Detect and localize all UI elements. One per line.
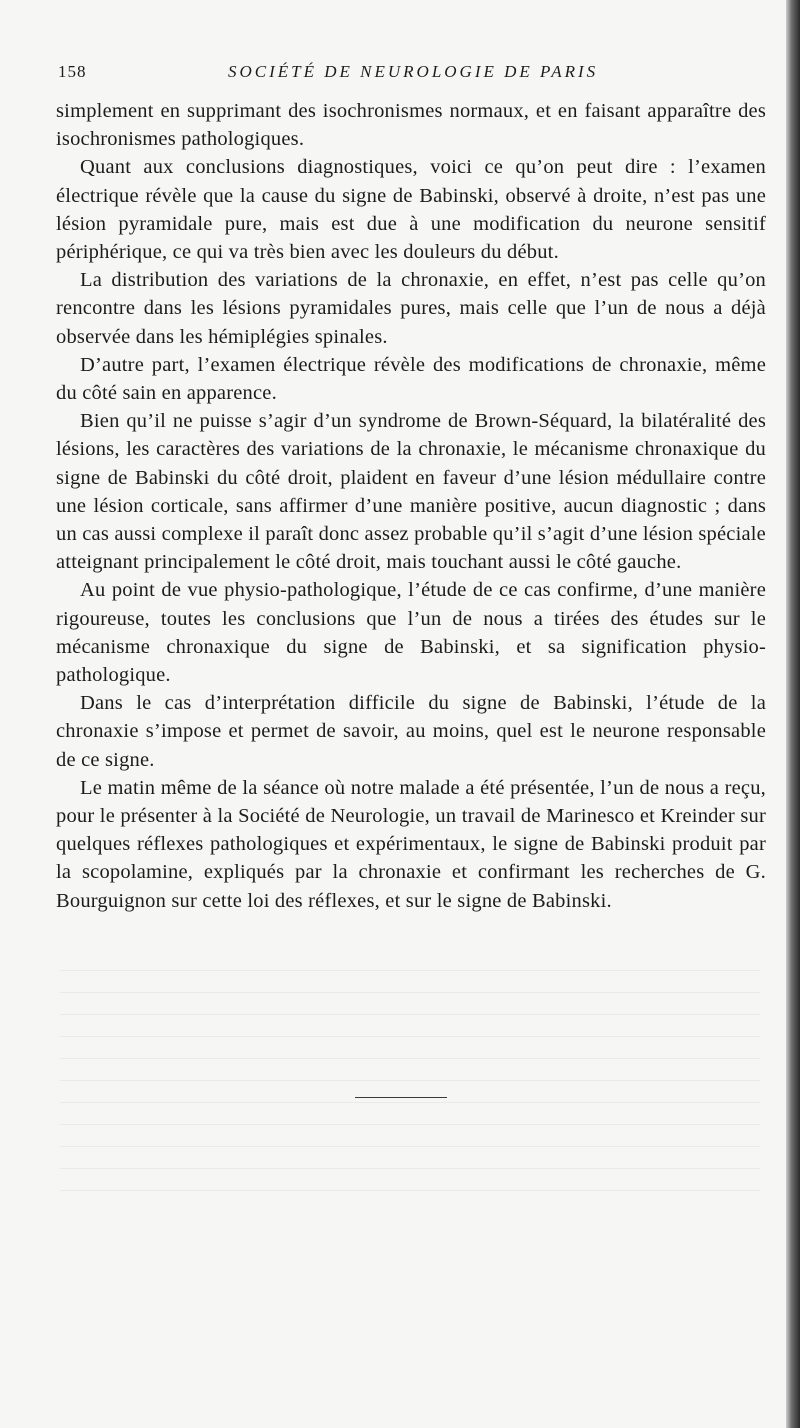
show-through-bleed bbox=[60, 970, 760, 1200]
running-head: SOCIÉTÉ DE NEUROLOGIE DE PARIS bbox=[228, 62, 599, 81]
paragraph-6: Au point de vue physio-pathologique, l’étude de ce cas confirme, d’une manière rigoureuse, toutes les conclusions que l’un de nous a tirées des études sur le mécanisme chronaxique du signe de Babinski, et sa signification physio-pathologique. bbox=[56, 579, 766, 687]
page-edge-shadow bbox=[786, 0, 800, 1428]
paragraph-1: simplement en supprimant des isochronismes normaux, et en faisant apparaître des isochronismes pathologiques. bbox=[56, 100, 766, 151]
paragraph-8: Le matin même de la séance où notre malade a été présentée, l’un de nous a reçu, pour le présenter à la Société de Neurologie, un travail de Marinesco et Kreinder sur quelques réflexes pathologiques et expérimentaux, le signe de Babinski produit par la scopolamine, expliqués par la chronaxie et confirmant les recherches de G. Bourguignon sur cette loi des réflexes, et sur le signe de Babinski. bbox=[56, 776, 766, 912]
page-header bbox=[58, 62, 758, 86]
paragraph-7: Dans le cas d’interprétation difficile du signe de Babinski, l’étude de la chronaxie s’impose et permet de savoir, au moins, quel est le neurone responsable de ce signe. bbox=[56, 692, 766, 771]
page-number: 158 bbox=[58, 62, 87, 81]
body-text bbox=[56, 97, 766, 915]
paragraph-5: Bien qu’il ne puisse s’agir d’un syndrome de Brown-Séquard, la bilatéralité des lésions, les caractères des variations de la chronaxie, le mécanisme chronaxique du signe de Babinski du côté droit, plaident en faveur d’une lésion médullaire contre une lésion corticale, sans affirmer d’une manière positive, aucun diagnostic ; dans un cas aussi complexe il paraît donc assez probable qu’il s’agit d’une lésion spéciale atteignant principalement le côté droit, mais touchant aussi le côté gauche. bbox=[56, 410, 766, 574]
paragraph-2: Quant aux conclusions diagnostiques, voici ce qu’on peut dire : l’examen électrique révèle que la cause du signe de Babinski, observé à droite, n’est pas une lésion pyramidale pure, mais est due à une modification du neurone sensitif périphérique, ce qui va très bien avec les douleurs du début. bbox=[56, 156, 766, 264]
paragraph-4: D’autre part, l’examen électrique révèle des modifications de chronaxie, même du côté sain en apparence. bbox=[56, 353, 766, 405]
paragraph-3: La distribution des variations de la chronaxie, en effet, n’est pas celle qu’on rencontre dans les lésions pyramidales pures, mais celle que l’un de nous a déjà observée dans les hémiplégies spinales. bbox=[56, 269, 766, 348]
section-end-rule bbox=[355, 1097, 447, 1098]
